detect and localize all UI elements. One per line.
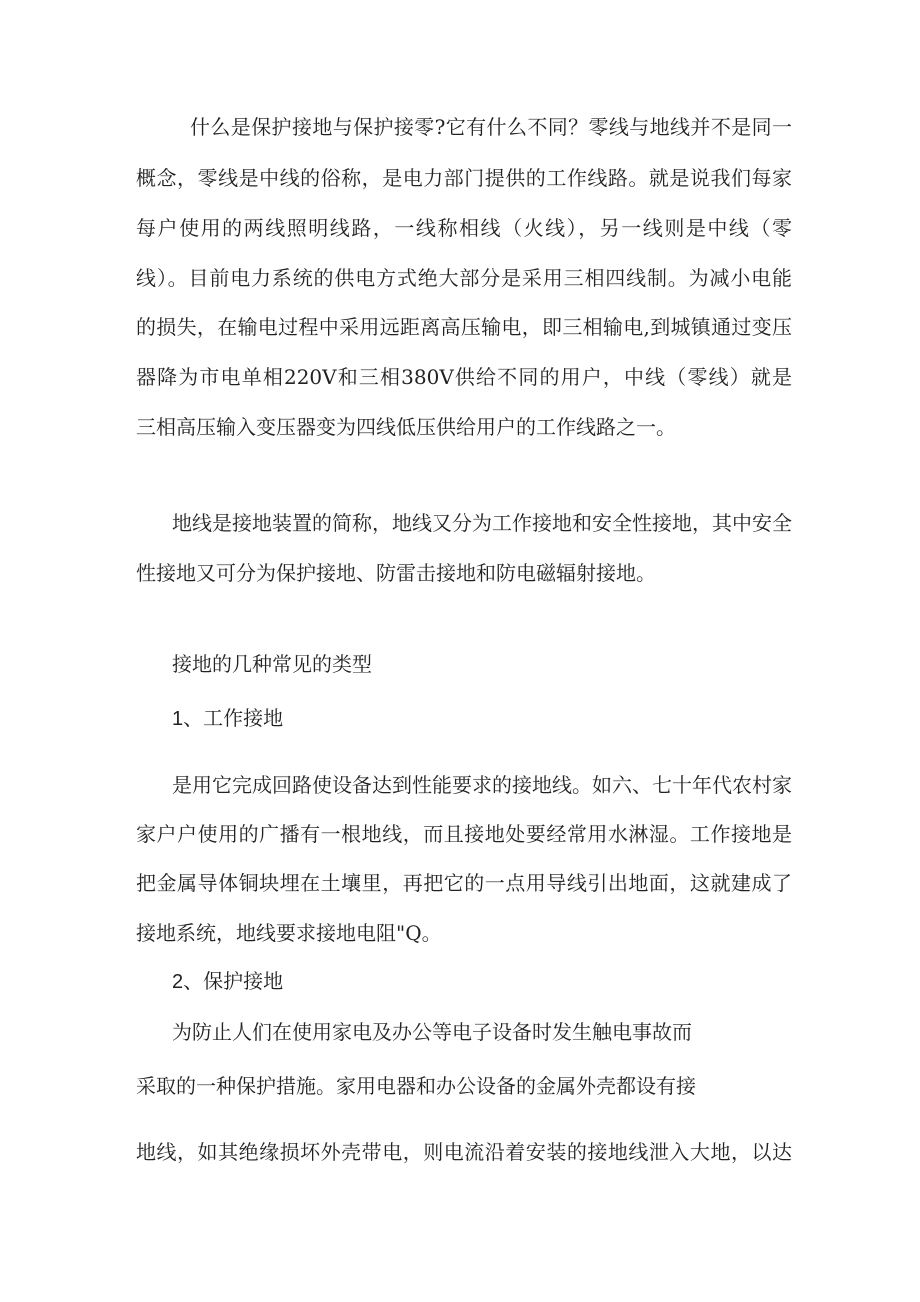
p1-line-5: 的损失，在输电过程中采用远距离高压输电，即三相输电,到城镇通过变压 [136,315,792,339]
p3-line-1: 是用它完成回路使设备达到性能要求的接地线。如六、七十年代农村家 [172,773,792,797]
p3-line-2: 家户户使用的广播有一根地线，而且接地处要经常用水淋湿。工作接地是 [136,822,792,846]
p2-line-2: 性接地又可分为保护接地、防雷击接地和防电磁辐射接地。 [136,561,656,585]
p2-line-1: 地线是接地装置的简称，地线又分为工作接地和安全性接地，其中安全 [172,511,792,535]
p4-line-1: 为防止人们在使用家电及办公等电子设备时发生触电事故而 [172,1020,692,1044]
p4-line-3: 地线，如其绝缘损坏外壳带电，则电流沿着安装的接地线泄入大地，以达 [136,1140,792,1164]
p1-line-3: 每户使用的两线照明线路，一线称相线（火线），另一线则是中线（零 [136,216,792,240]
section-title: 接地的几种常见的类型 [172,652,372,676]
p3-line-3: 把金属导体铜块埋在土壤里，再把它的一点用导线引出地面，这就建成了 [136,871,792,895]
p1-line-7: 三相高压输入变压器变为四线低压供给用户的工作线路之一。 [136,415,676,439]
p1-line-4: 线）。目前电力系统的供电方式绝大部分是采用三相四线制。为减小电能 [136,266,792,290]
p3-line-4: 接地系统，地线要求接地电阻"Q。 [136,921,442,945]
p1-line-2: 概念，零线是中线的俗称，是电力部门提供的工作线路。就是说我们每家 [136,166,792,190]
p1-line-6: 器降为市电单相220V和三相380V供给不同的用户，中线（零线）就是 [136,365,792,389]
item1-title: 1、工作接地 [172,708,284,730]
p1-line-1: 什么是保护接地与保护接零?它有什么不同？零线与地线并不是同一 [190,115,792,139]
item2-title: 2、保护接地 [172,971,284,993]
p4-line-2: 采取的一种保护措施。家用电器和办公设备的金属外壳都设有接 [136,1074,696,1098]
